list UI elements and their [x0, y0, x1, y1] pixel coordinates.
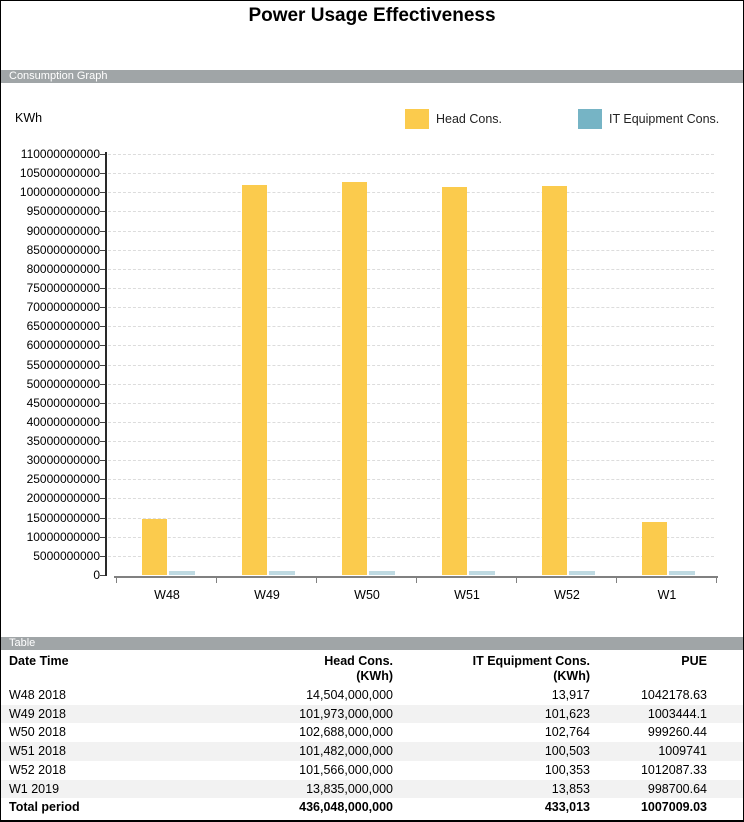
table-row [1, 742, 743, 761]
x-axis-category-label: W1 [657, 588, 677, 602]
table-cell: 102,688,000,000 [299, 725, 393, 740]
table-row [1, 686, 743, 705]
table-cell: 101,566,000,000 [299, 762, 393, 777]
table-cell: 13,853 [551, 781, 590, 796]
gridline [108, 479, 714, 480]
column-header-date-time: Date Time [9, 654, 69, 668]
y-axis-tick-label: 65000000000 [26, 319, 100, 334]
table-cell: W1 2019 [9, 781, 60, 796]
x-axis-tick [716, 578, 717, 583]
y-axis-tick-label: 40000000000 [26, 414, 100, 429]
section-header-table [1, 637, 743, 650]
bar-head-cons-w48 [142, 519, 167, 575]
x-axis-category-label: W49 [254, 588, 280, 602]
y-axis-tick-label: 95000000000 [26, 204, 100, 219]
table-cell: W52 2018 [9, 762, 66, 777]
bar-it-equipment-cons-w48 [169, 571, 195, 575]
bar-head-cons-w52 [542, 186, 567, 575]
table-row [1, 761, 743, 780]
table-cell: W49 2018 [9, 706, 66, 721]
section-header-consumption-graph [1, 70, 743, 83]
y-axis-tick-label: 90000000000 [26, 223, 100, 238]
gridline [108, 231, 714, 232]
gridline [108, 498, 714, 499]
gridline [108, 460, 714, 461]
table-cell: 101,973,000,000 [299, 706, 393, 721]
consumption-chart-region [1, 83, 743, 637]
gridline [108, 345, 714, 346]
table-cell: 101,482,000,000 [299, 744, 393, 759]
table-cell: Total period [9, 800, 80, 815]
bar-it-equipment-cons-w52 [569, 571, 595, 575]
bar-chart-plot [1, 83, 743, 637]
table-cell: 13,835,000,000 [306, 781, 393, 796]
table-cell: 101,623 [544, 706, 590, 721]
x-axis-category-label: W52 [554, 588, 580, 602]
table-cell: 1012087.33 [640, 762, 707, 777]
y-axis-tick-label: 35000000000 [26, 434, 100, 449]
gridline [108, 154, 714, 155]
table-cell: 1042178.63 [640, 688, 707, 702]
table-row [1, 723, 743, 742]
y-axis-unit-label: KWh [15, 111, 43, 125]
y-axis-tick-label: 100000000000 [19, 185, 100, 200]
table-row [1, 780, 743, 799]
table-cell: W50 2018 [9, 725, 66, 740]
y-axis-tick-label: 25000000000 [26, 472, 100, 487]
table-total-row [1, 798, 743, 817]
table-cell: 998700.64 [647, 781, 707, 796]
y-axis-line [105, 152, 107, 576]
table-cell: 102,764 [544, 725, 590, 740]
column-header-it-equipment-cons-: IT Equipment Cons. (KWh) [393, 650, 590, 686]
y-axis-tick-label: 5000000000 [33, 548, 100, 563]
x-axis-tick [316, 578, 317, 583]
gridline [108, 537, 714, 538]
column-header-unit: (KWh) [356, 669, 393, 683]
section-header-table-label: Table [9, 637, 36, 649]
table-cell: 999260.44 [647, 725, 707, 740]
y-axis-tick-label: 15000000000 [26, 510, 100, 525]
section-header-consumption-graph-label: Consumption Graph [9, 70, 108, 82]
gridline [108, 326, 714, 327]
legend-label-it-equipment-cons: IT Equipment Cons. [609, 112, 720, 126]
column-header-pue: PUE [681, 654, 707, 668]
gridline [108, 250, 714, 251]
y-axis-tick-label: 70000000000 [26, 300, 100, 315]
bar-it-equipment-cons-w49 [269, 571, 295, 575]
y-axis-tick-label: 0 [93, 568, 100, 582]
y-axis-tick-label: 110000000000 [20, 147, 100, 161]
y-axis-tick-label: 75000000000 [26, 280, 100, 295]
x-axis-tick [216, 578, 217, 583]
y-axis-tick-label: 80000000000 [26, 261, 100, 276]
table-cell: 13,917 [551, 688, 590, 702]
consumption-table [1, 650, 743, 817]
gridline [108, 288, 714, 289]
table-cell: 1007009.03 [640, 800, 707, 815]
y-axis-tick-label: 105000000000 [19, 166, 100, 181]
table-row [1, 705, 743, 724]
table-cell: W48 2018 [9, 688, 66, 702]
bar-it-equipment-cons-w51 [469, 571, 495, 575]
gridline [108, 192, 714, 193]
table-cell: 433,013 [544, 800, 590, 815]
gridline [108, 211, 714, 212]
gridline [108, 556, 714, 557]
gridline [108, 365, 714, 366]
x-axis-category-label: W48 [154, 588, 180, 602]
gridline [108, 422, 714, 423]
y-axis-tick-label: 45000000000 [26, 395, 100, 410]
table-cell: 1003444.1 [647, 706, 707, 721]
gridline [108, 269, 714, 270]
y-axis-tick-label: 55000000000 [26, 357, 100, 372]
legend-label-head-cons: Head Cons. [436, 112, 503, 126]
y-axis-tick-label: 20000000000 [26, 491, 100, 506]
bar-it-equipment-cons-w1 [669, 571, 695, 575]
column-header-head-cons-: Head Cons. (KWh) [201, 650, 393, 686]
bar-it-equipment-cons-w50 [369, 571, 395, 575]
gridline [108, 441, 714, 442]
table-header-row [1, 650, 743, 686]
x-axis-tick [116, 578, 117, 583]
table-cell: 100,353 [544, 762, 590, 777]
table-cell: 436,048,000,000 [299, 800, 393, 815]
x-axis-category-label: W51 [454, 588, 480, 602]
gridline [108, 518, 714, 519]
gridline [108, 173, 714, 174]
y-axis-tick-label: 50000000000 [26, 376, 100, 391]
column-header-unit: (KWh) [553, 669, 590, 683]
y-axis-tick-label: 10000000000 [26, 529, 100, 544]
gridline [108, 403, 714, 404]
bar-head-cons-w50 [342, 182, 367, 575]
y-axis-tick-label: 30000000000 [26, 453, 100, 468]
table-cell: 1009741 [658, 744, 707, 759]
x-axis-tick [616, 578, 617, 583]
bar-head-cons-w1 [642, 522, 667, 575]
gridline [108, 307, 714, 308]
x-axis-tick [516, 578, 517, 583]
x-axis-tick [416, 578, 417, 583]
gridline [108, 384, 714, 385]
x-axis-category-label: W50 [354, 588, 380, 602]
table-cell: 14,504,000,000 [306, 688, 393, 702]
bar-head-cons-w51 [442, 187, 467, 575]
table-cell: W51 2018 [9, 744, 66, 759]
page-title: Power Usage Effectiveness [248, 5, 496, 26]
table-cell: 100,503 [544, 744, 590, 759]
y-axis-tick-label: 60000000000 [26, 338, 100, 353]
y-axis-tick-label: 85000000000 [26, 242, 100, 257]
bar-head-cons-w49 [242, 185, 267, 575]
